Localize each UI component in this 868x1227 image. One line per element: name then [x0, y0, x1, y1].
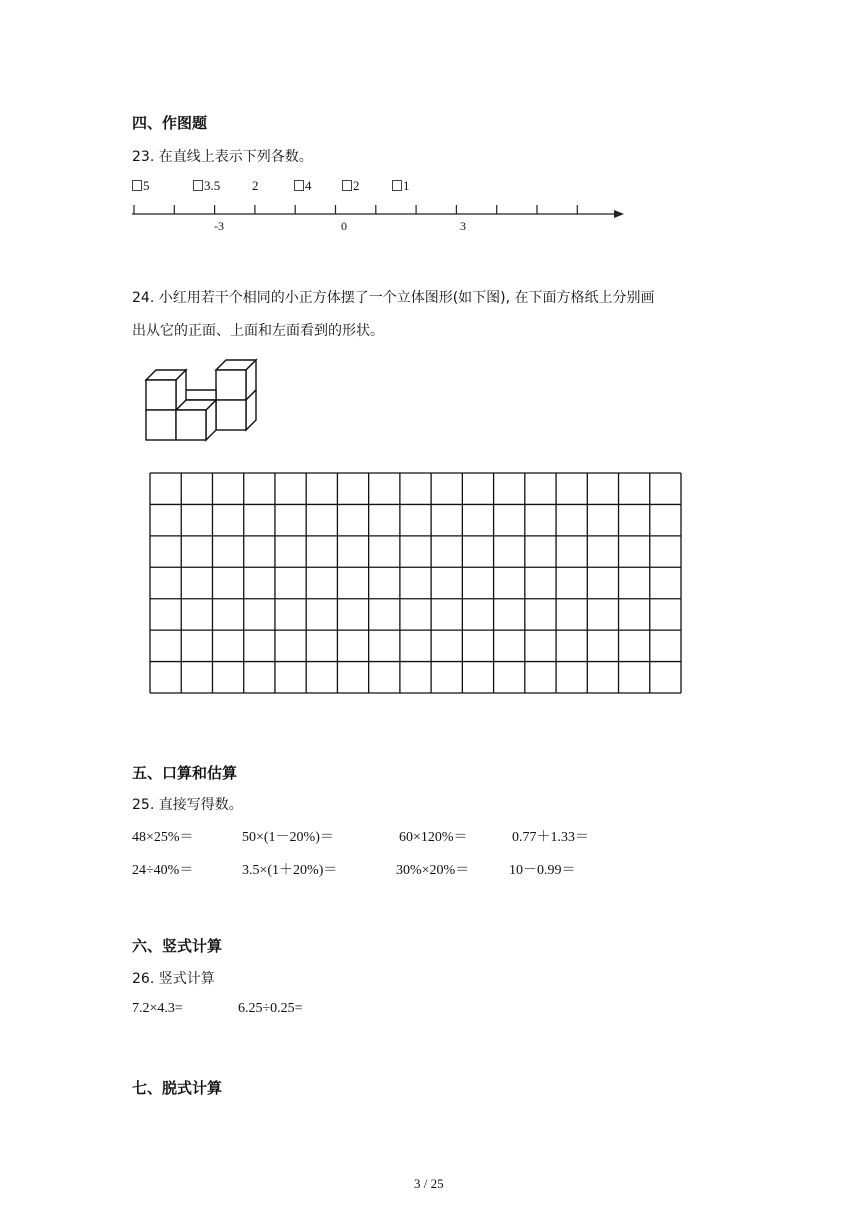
- question-23: 23. 在直线上表示下列各数。: [132, 149, 313, 165]
- calc-item: 48×25%＝: [132, 830, 194, 845]
- cube-figure: [140, 355, 265, 450]
- cube-front-face: [216, 400, 246, 430]
- cube-front-face: [176, 410, 206, 440]
- cube-front-face: [146, 410, 176, 440]
- blank-box-icon: [132, 180, 142, 191]
- calc-item: 60×120%＝: [399, 830, 468, 845]
- cube-front-face: [216, 370, 246, 400]
- question-24-line-1: 24. 小红用若干个相同的小正方体摆了一个立体图形(如下图), 在下面方格纸上分别画: [132, 290, 655, 306]
- section-7-heading: 七、脱式计算: [132, 1079, 223, 1097]
- calc-item: 30%×20%＝: [396, 863, 470, 878]
- number-label-2: 3.5: [193, 178, 220, 194]
- blank-box-icon: [294, 180, 304, 191]
- section-5-heading: 五、口算和估算: [132, 764, 238, 782]
- number-label-6: 1: [392, 178, 410, 194]
- calc-item: 3.5×(1＋20%)＝: [242, 863, 338, 878]
- calc-item: 24÷40%＝: [132, 863, 194, 878]
- number-label-5: 2: [342, 178, 360, 194]
- blank-box-icon: [342, 180, 352, 191]
- calc-item: 10－0.99＝: [509, 863, 576, 878]
- calc-item: 0.77＋1.33＝: [512, 830, 589, 845]
- number-line: [128, 200, 628, 240]
- section-4-heading: 四、作图题: [132, 114, 208, 132]
- blank-box-icon: [193, 180, 203, 191]
- grid-paper[interactable]: [148, 471, 684, 697]
- number-line-ticks: [134, 205, 577, 214]
- page-number: 3 / 25: [414, 1176, 444, 1191]
- question-24-line-2: 出从它的正面、上面和左面看到的形状。: [132, 323, 384, 339]
- number-label-1: 5: [132, 178, 150, 194]
- vertical-calc-item: 7.2×4.3=: [132, 1001, 183, 1016]
- section-6-heading: 六、竖式计算: [132, 937, 223, 955]
- question-26: 26. 竖式计算: [132, 971, 215, 987]
- tick-label-3: 3: [460, 219, 466, 233]
- cube-front-face: [146, 380, 176, 410]
- calc-item: 50×(1－20%)＝: [242, 830, 334, 845]
- vertical-calc-item: 6.25÷0.25=: [238, 1001, 303, 1016]
- blank-box-icon: [392, 180, 402, 191]
- tick-label-neg3: -3: [214, 219, 224, 233]
- number-label-3: 2: [252, 178, 259, 193]
- tick-label-0: 0: [341, 219, 347, 233]
- question-25: 25. 直接写得数。: [132, 797, 243, 813]
- number-line-arrow-icon: [614, 210, 624, 218]
- number-label-4: 4: [294, 178, 312, 194]
